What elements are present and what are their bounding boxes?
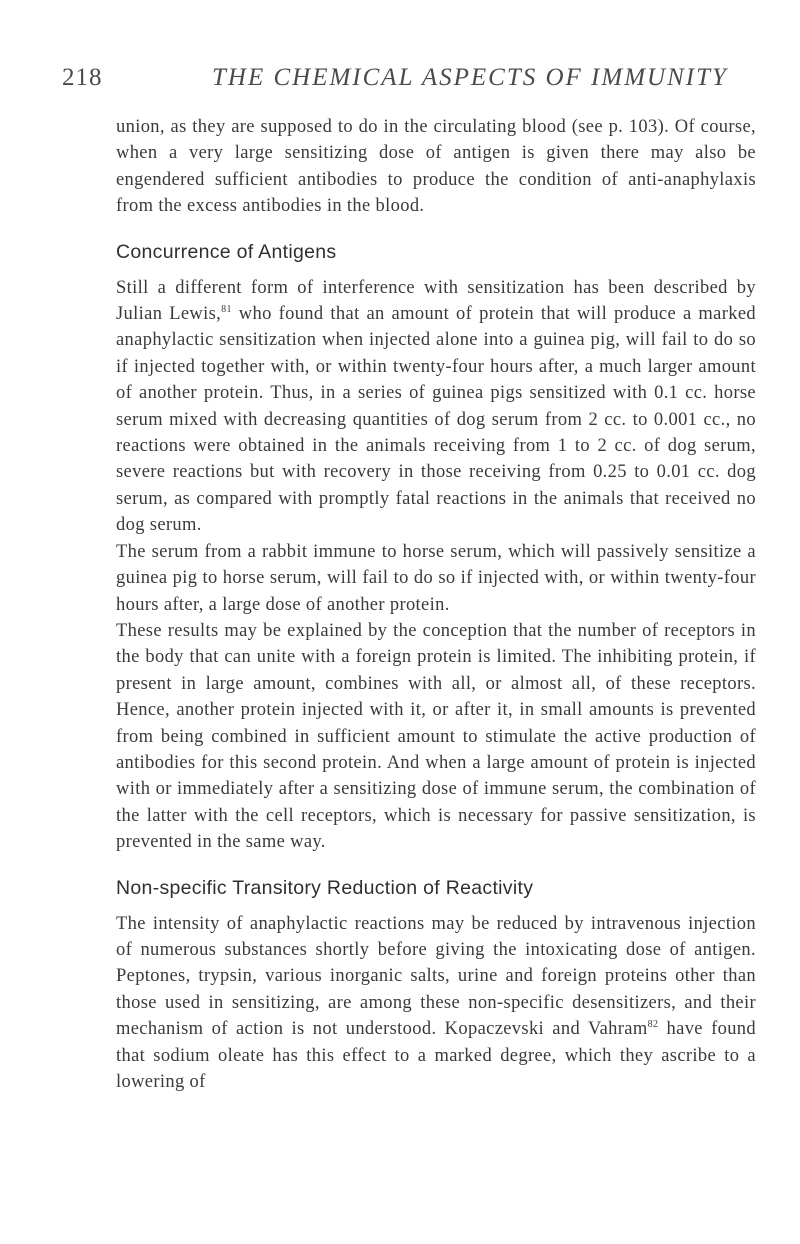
paragraph-nonspecific-1	[116, 911, 756, 1096]
paragraph-concurrence-1	[116, 275, 756, 539]
paragraph-concurrence-2: The serum from a rabbit immune to horse serum, which will passively sensitize a guinea pig to horse serum, will fail to do so if injected with, or within twenty-four hours after, a large dose of another protein.	[116, 541, 756, 615]
paragraph-text: who found that an amount of protein that will produce a marked anaphylactic sensitization when injected alone into a guinea pig, will fail to do so if injected together with, or within twenty-four hours after, a much larger amount of another protein. Thus, in a series of guinea pigs sensitized with 0.1 cc. horse serum mixed with decreasing quantities of dog serum from 2 cc. to 0.001 cc., no reactions were obtained in the animals receiving from 1 to 2 cc. of dog serum, severe reactions but with recovery in those receiving from 0.25 to 0.01 cc. dog serum, as compared with promptly fatal reactions in the animals that received no dog serum.	[116, 304, 757, 536]
running-head	[62, 64, 760, 96]
paragraph-concurrence-3: These results may be explained by the conception that the number of receptors in the body that can unite with a foreign protein is limited. The inhibiting protein, if present in large amount, combines with all, or almost all, of these receptors. Hence, another protein injected with it, or after it, in small amounts is prevented from being combined in sufficient amount to stimulate the active production of antibodies for this second protein. And when a large amount of protein is injected with or immediately after a sensitizing dose of immune serum, the combination of the latter with the cell receptors, which is necessary for passive sensitization, is prevented in the same way.	[116, 620, 756, 853]
paragraph-text: Still a different form of interference with sensitization has been described by Julian Lewis,	[116, 277, 756, 325]
section-heading-nonspecific: Non-specific Transitory Reduction of Reactivity	[116, 876, 534, 899]
running-title: THE CHEMICAL ASPECTS OF IMMUNITY	[212, 64, 728, 91]
footnote-ref: 82	[647, 1019, 659, 1031]
footnote-ref: 81	[221, 303, 232, 315]
body-text	[116, 114, 756, 1095]
paragraph-text: have found that sodium oleate has this effect to a marked degree, which they ascribe to a lowering of	[116, 1019, 757, 1092]
page-number: 218	[62, 64, 103, 91]
paragraph-text: The intensity of anaphylactic reactions may be reduced by intravenous injection of numerous substances shortly before giving the intoxicating dose of antigen. Peptones, trypsin, various inorganic salts, urine and foreign proteins other than those used in sensitizing, are among these non-specific desensitizers, and their mechanism of action is not understood. Kopaczevski and Vahram	[116, 913, 756, 1040]
paragraph-intro: union, as they are supposed to do in the circulating blood (see p. 103). Of course, when a very large sensitizing dose of antigen is given there may also be engendered sufficient antibodies to produce the condition of anti-anaphylaxis from the excess antibodies in the blood.	[116, 117, 756, 217]
section-heading-concurrence: Concurrence of Antigens	[116, 240, 337, 263]
